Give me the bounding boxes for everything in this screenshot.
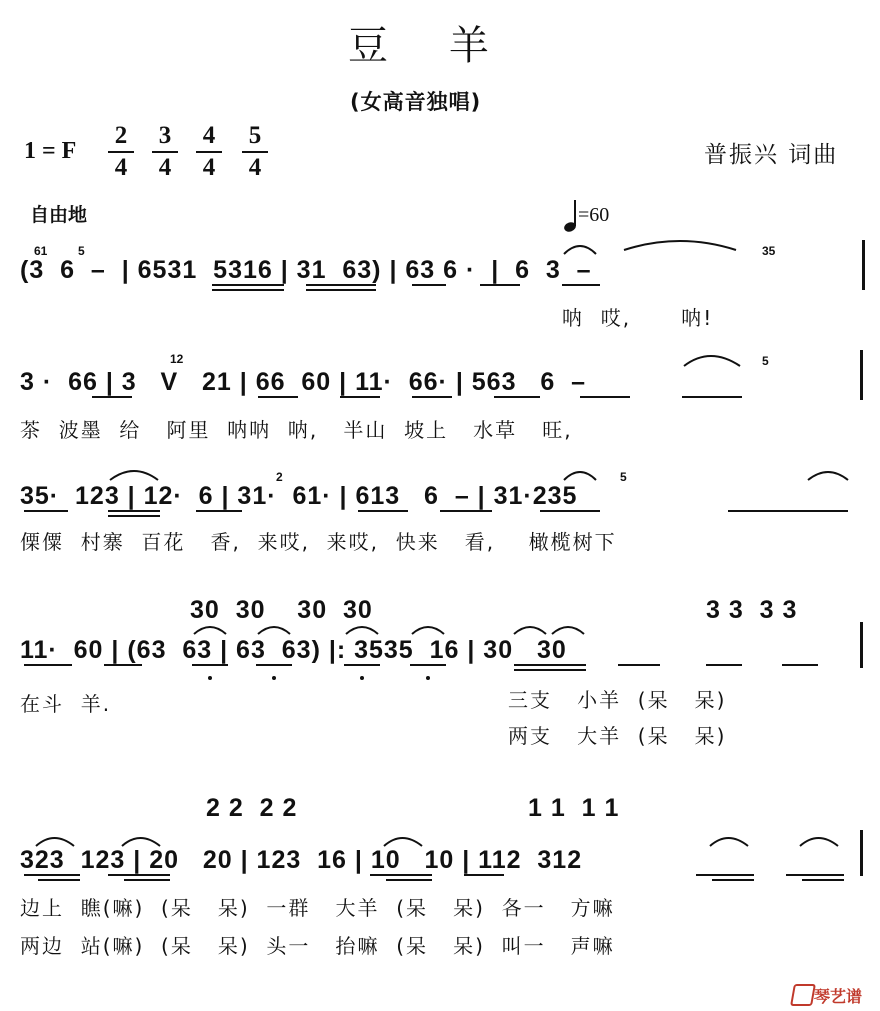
row-3-notes: 35· 123 | 12· 6 | 31· 61· | 613 6 – | 31·235 <box>20 482 578 510</box>
beam-line <box>696 874 754 876</box>
beam-line <box>92 396 132 398</box>
beam-line <box>258 396 298 398</box>
beam-line <box>712 879 754 881</box>
row-3-lyrics: 傈僳 村寨 百花 香, 来哎, 来哎, 快来 看, 橄榄树下 <box>20 530 617 554</box>
slur-mark <box>560 234 860 258</box>
bar-line <box>860 830 863 876</box>
time-signature-2-4: 2 4 <box>108 124 134 180</box>
slur-mark <box>560 462 600 484</box>
slur-mark <box>30 828 850 850</box>
song-title: 豆 羊 <box>348 23 491 69</box>
row-4-upper-voice: 30 30 30 30 <box>190 596 373 624</box>
beam-line <box>340 396 380 398</box>
beam-line <box>108 874 170 876</box>
tempo-value: =60 <box>578 204 610 226</box>
key-signature: 1 = F <box>24 138 77 164</box>
low-octave-dot <box>208 676 212 680</box>
row-2-notes: 3 · 66 | 3 V 21 | 66 60 | 11· 66· | 563 6 – <box>20 368 587 396</box>
bar-line <box>862 240 865 290</box>
slur-mark <box>804 462 852 484</box>
row-5-verse-1: 边上 瞧(嘛) (呆 呆) 一群 大羊 (呆 呆) 各一 方嘛 <box>20 896 615 920</box>
row-5-upper-left: 2 2 2 2 <box>206 794 298 822</box>
watermark-text: 琴艺谱 <box>814 987 863 1006</box>
beam-line <box>24 510 68 512</box>
beam-line <box>412 284 446 286</box>
beam-line <box>212 284 284 286</box>
row-2-lyrics: 茶 波墨 给 阿里 呐呐 呐, 半山 坡上 水草 旺, <box>20 418 573 442</box>
beam-line <box>108 510 160 512</box>
bar-line <box>860 622 863 668</box>
time-signature-3-4: 3 4 <box>152 124 178 180</box>
beam-line <box>682 396 742 398</box>
grace-note: 5 <box>620 470 627 484</box>
bar-line <box>860 350 863 400</box>
beam-line <box>618 664 660 666</box>
beam-line <box>514 664 586 666</box>
beam-line <box>344 664 380 666</box>
brand-logo-icon <box>790 984 816 1006</box>
row-4-verse-2: 两支 大羊 (呆 呆) <box>508 724 727 748</box>
beam-line <box>192 664 228 666</box>
beam-line <box>728 510 848 512</box>
beam-line <box>306 284 376 286</box>
row-5-verse-2: 两边 站(嘛) (呆 呆) 头一 抬嘛 (呆 呆) 叫一 声嘛 <box>20 934 615 958</box>
beam-line <box>108 515 160 517</box>
slur-mark <box>678 346 748 370</box>
time-signature-4-4: 4 4 <box>196 124 222 180</box>
beam-line <box>124 879 170 881</box>
beam-line <box>540 510 600 512</box>
beam-line <box>410 664 446 666</box>
beam-line <box>386 879 432 881</box>
beam-line <box>358 510 408 512</box>
beam-line <box>580 396 630 398</box>
low-octave-dot <box>272 676 276 680</box>
beam-line <box>38 879 80 881</box>
beam-line <box>562 284 600 286</box>
beam-line <box>196 510 242 512</box>
beam-line <box>786 874 844 876</box>
beam-line <box>480 284 520 286</box>
beam-line <box>514 669 586 671</box>
grace-note: 5 <box>78 244 85 258</box>
beam-line <box>440 510 492 512</box>
low-octave-dot <box>360 676 364 680</box>
beam-line <box>802 879 844 881</box>
grace-note: 2 <box>276 470 283 484</box>
beam-line <box>412 396 452 398</box>
slur-mark <box>104 462 164 484</box>
beam-line <box>370 874 432 876</box>
beam-line <box>464 874 504 876</box>
grace-note: 12 <box>170 352 184 366</box>
slur-mark <box>184 616 454 638</box>
row-4-notes: 11· 60 | (63 63 | 63 63) |: 3535 16 | 30 30 <box>20 636 567 664</box>
grace-note: 35 <box>762 244 776 258</box>
beam-line <box>212 289 284 291</box>
beam-line <box>24 664 72 666</box>
beam-line <box>494 396 540 398</box>
time-signature-5-4: 5 4 <box>242 124 268 180</box>
row-4-upper-right: 3 3 3 3 <box>706 596 798 624</box>
beam-line <box>256 664 292 666</box>
row-1-lyrics: 呐 哎, 呐! <box>562 306 714 330</box>
row-5-notes: 323 123 | 20 20 | 123 16 | 10 10 | 112 312 <box>20 846 583 874</box>
beam-line <box>706 664 742 666</box>
slur-mark <box>510 616 590 638</box>
song-subtitle: (女高音独唱) <box>350 90 482 114</box>
low-octave-dot <box>426 676 430 680</box>
grace-note: 61 <box>34 244 48 258</box>
row-4-lyrics: 在斗 羊. <box>20 692 112 716</box>
beam-line <box>306 289 376 291</box>
row-5-upper-right: 1 1 1 1 <box>528 794 620 822</box>
grace-note: 5 <box>762 354 769 368</box>
beam-line <box>782 664 818 666</box>
beam-line <box>24 874 80 876</box>
beam-line <box>104 664 142 666</box>
row-1-notes: (3 6 – | 6531 5316 | 31 63) | 63 6 · | 6 3 – <box>20 256 592 284</box>
composer-credit: 普振兴 词曲 <box>704 142 839 168</box>
tempo-marking: 自由地 <box>30 204 88 226</box>
row-4-verse-1: 三支 小羊 (呆 呆) <box>508 688 727 712</box>
